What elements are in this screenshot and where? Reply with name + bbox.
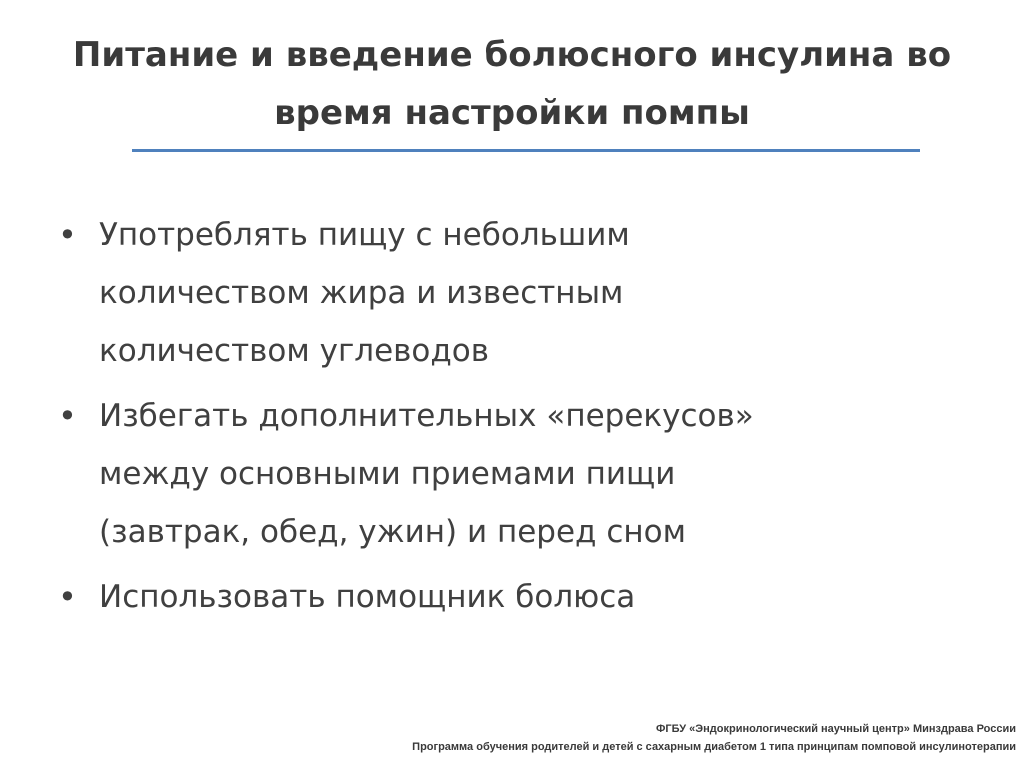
slide-title-line-1: Питание и введение болюсного инсулина во bbox=[72, 35, 952, 75]
bullet-text-line: количеством жира и известным bbox=[99, 275, 624, 311]
slide-footer bbox=[16, 720, 1016, 756]
bullet-item-1 bbox=[56, 206, 976, 380]
bullet-list bbox=[56, 206, 976, 633]
bullet-marker: • bbox=[58, 216, 77, 254]
title-underline bbox=[132, 149, 920, 152]
bullet-marker: • bbox=[58, 397, 77, 435]
slide-title-line-2: время настройки помпы bbox=[274, 93, 750, 133]
footer-program: Программа обучения родителей и детей с сахарным диабетом 1 типа принципам помповой инсулинотерапии bbox=[412, 741, 1016, 753]
footer-organization: ФГБУ «Эндокринологический научный центр» Минздрава России bbox=[656, 723, 1016, 735]
bullet-text-line: Употреблять пищу с небольшим bbox=[99, 217, 630, 253]
bullet-text-line: количеством углеводов bbox=[99, 333, 490, 369]
bullet-marker: • bbox=[58, 578, 77, 616]
bullet-text-line: Использовать помощник болюса bbox=[99, 579, 636, 615]
bullet-text-line: между основными приемами пищи bbox=[99, 456, 676, 492]
bullet-text-line: Избегать дополнительных «перекусов» bbox=[99, 398, 754, 434]
bullet-item-2 bbox=[56, 387, 976, 561]
bullet-item-3 bbox=[56, 568, 976, 626]
slide-title bbox=[40, 26, 984, 142]
bullet-text-line: (завтрак, обед, ужин) и перед сном bbox=[99, 514, 686, 550]
